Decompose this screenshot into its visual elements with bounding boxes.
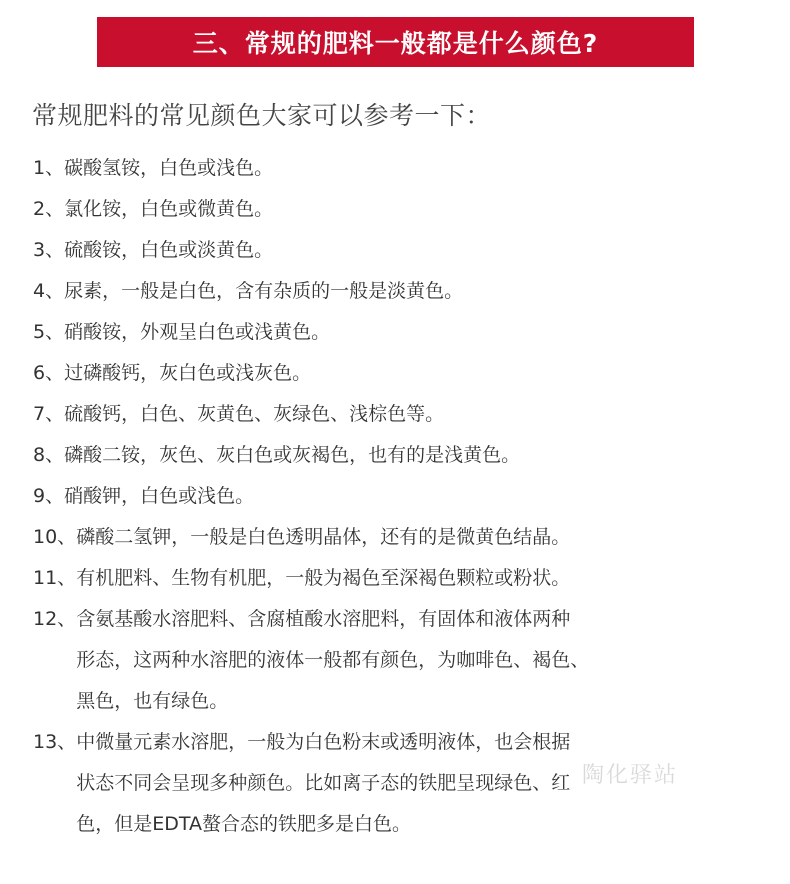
list-item-text <box>64 435 773 476</box>
list-item-line: 尿素，一般是白色，含有杂质的一般是淡黄色。 <box>64 280 464 302</box>
list-item <box>33 230 773 271</box>
list-item-number: 10、 <box>33 526 77 548</box>
list-item-text <box>64 312 773 353</box>
list-item-text <box>64 476 773 517</box>
list-item-line: 形态，这两种水溶肥的液体一般都有颜色，为咖啡色、褐色、 <box>76 649 590 671</box>
list-item-line: 含氨基酸水溶肥料、含腐植酸水溶肥料，有固体和液体两种 <box>76 608 571 630</box>
list-item-number: 7、 <box>33 403 65 425</box>
list-item-line: 碳酸氢铵，白色或浅色。 <box>64 157 274 179</box>
list-item-text <box>64 189 773 230</box>
list-item <box>33 148 773 189</box>
list-item-line: 硝酸钾，白色或浅色。 <box>64 485 255 507</box>
list-item-number: 5、 <box>33 321 65 343</box>
section-header-bar <box>97 17 694 67</box>
list-item-number: 3、 <box>33 239 65 261</box>
list-item-number: 4、 <box>33 280 65 302</box>
list-item <box>33 558 773 599</box>
list-item-line: 硫酸钙，白色、灰黄色、灰绿色、浅棕色等。 <box>64 403 445 425</box>
list-item-text <box>64 271 773 312</box>
list-item-number: 1、 <box>33 157 65 179</box>
intro-text: 常规肥料的常见颜色大家可以参考一下： <box>32 101 492 130</box>
list-item-line: 黑色，也有绿色。 <box>76 690 229 712</box>
list-item-number: 13、 <box>33 731 77 753</box>
fertilizer-color-list <box>33 148 773 845</box>
list-item-number: 12、 <box>33 608 77 630</box>
list-item-line: 状态不同会呈现多种颜色。比如离子态的铁肥呈现绿色、红 <box>76 772 571 794</box>
list-item-text <box>76 599 773 722</box>
list-item <box>33 394 773 435</box>
list-item-line: 磷酸二氢钾，一般是白色透明晶体，还有的是微黄色结晶。 <box>76 526 571 548</box>
list-item-line: 氯化铵，白色或微黄色。 <box>64 198 274 220</box>
list-item <box>33 517 773 558</box>
list-item <box>33 599 773 722</box>
list-item <box>33 189 773 230</box>
list-item-line: 硫酸铵，白色或淡黄色。 <box>64 239 274 261</box>
list-item-line: 色，但是EDTA螯合态的铁肥多是白色。 <box>76 813 411 835</box>
list-item-line: 过磷酸钙，灰白色或浅灰色。 <box>64 362 312 384</box>
list-item <box>33 312 773 353</box>
list-item-text <box>64 394 773 435</box>
list-item <box>33 435 773 476</box>
watermark: 陶化驿站 <box>582 763 679 788</box>
list-item-line: 磷酸二铵，灰色、灰白色或灰褐色，也有的是浅黄色。 <box>64 444 521 466</box>
list-item-number: 11、 <box>33 567 77 589</box>
list-item-text <box>76 517 773 558</box>
list-item <box>33 271 773 312</box>
list-item-number: 9、 <box>33 485 65 507</box>
list-item <box>33 476 773 517</box>
list-item <box>33 353 773 394</box>
list-item-text <box>64 230 773 271</box>
list-item-text <box>64 148 773 189</box>
list-item-line: 硝酸铵，外观呈白色或浅黄色。 <box>64 321 331 343</box>
list-item-line: 有机肥料、生物有机肥，一般为褐色至深褐色颗粒或粉状。 <box>76 567 571 589</box>
section-title: 三、常规的肥料一般都是什么颜色? <box>192 29 599 58</box>
list-item-line: 中微量元素水溶肥，一般为白色粉末或透明液体，也会根据 <box>76 731 571 753</box>
list-item-number: 2、 <box>33 198 65 220</box>
list-item-number: 8、 <box>33 444 65 466</box>
list-item-number: 6、 <box>33 362 65 384</box>
list-item-text <box>76 558 773 599</box>
list-item-text <box>64 353 773 394</box>
